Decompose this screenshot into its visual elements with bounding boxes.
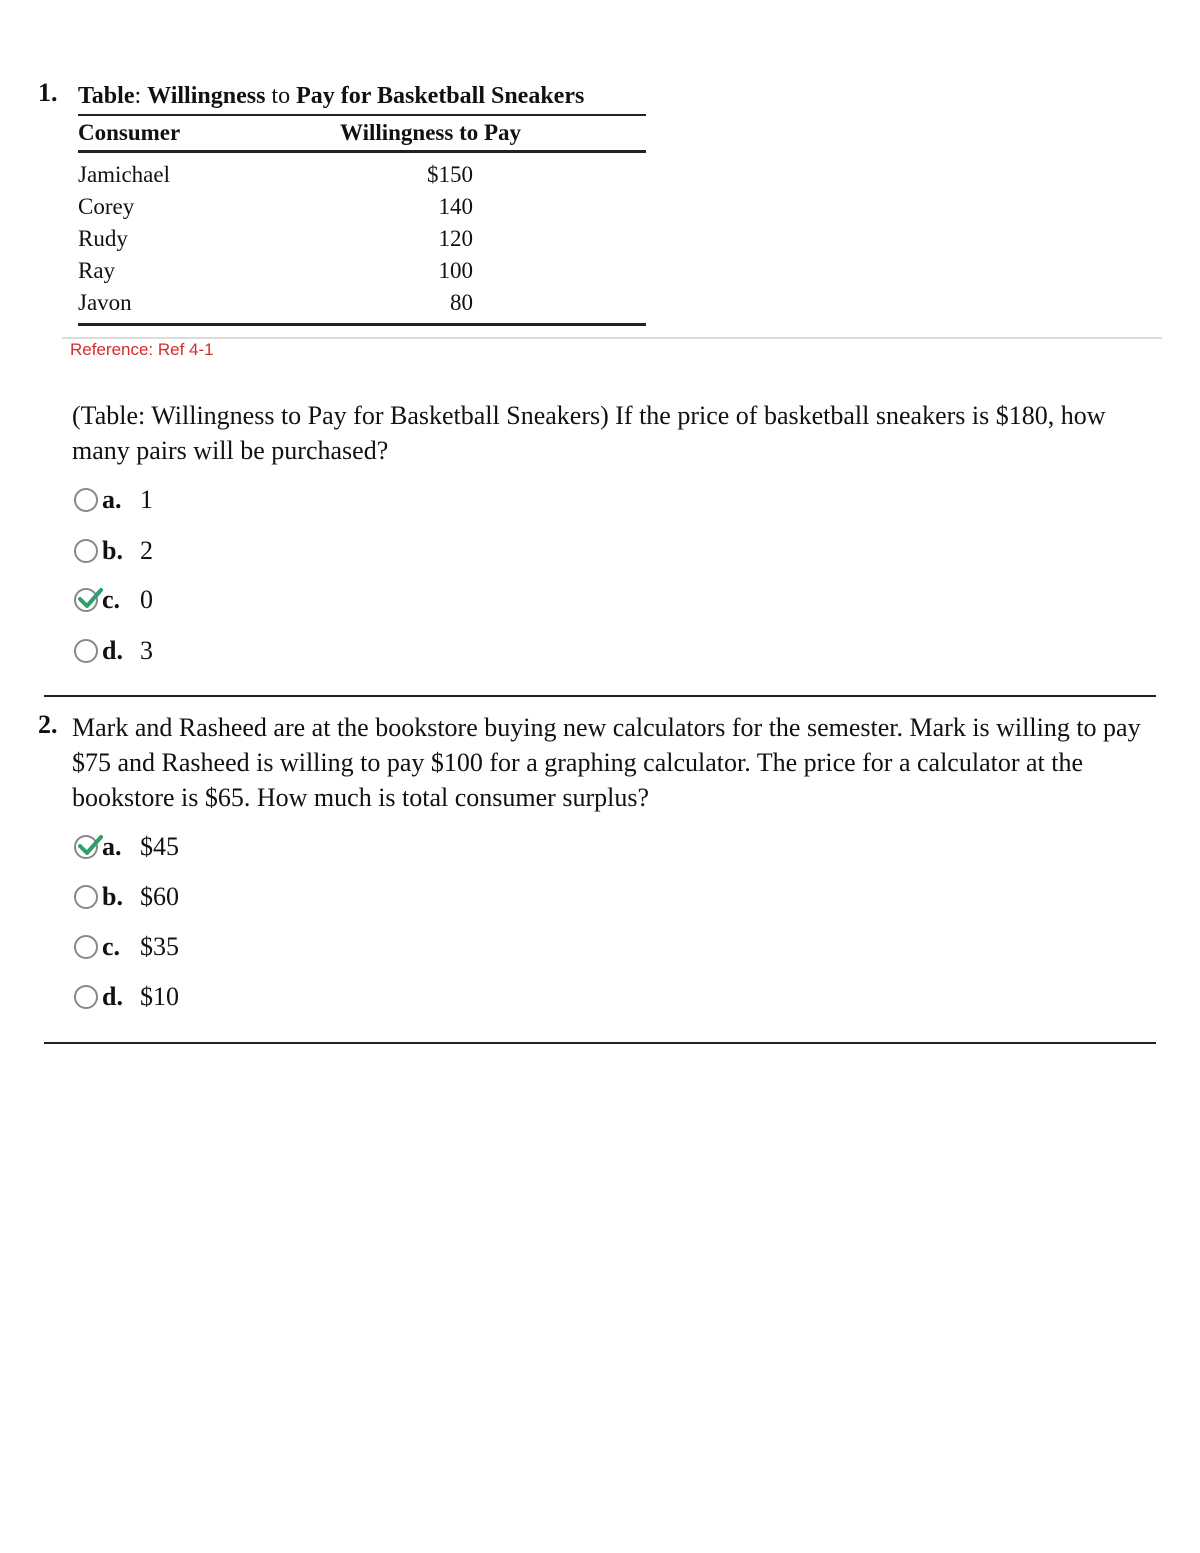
question-2-number: 2. <box>38 710 58 739</box>
row-value: 140 <box>438 194 473 219</box>
radio-button-icon[interactable] <box>74 588 98 612</box>
row-value: 120 <box>438 226 473 251</box>
table-row <box>78 255 646 287</box>
table-row <box>78 287 646 319</box>
option-text: 0 <box>140 585 153 614</box>
option-letter: b. <box>102 536 123 565</box>
radio-button-icon[interactable] <box>74 985 98 1009</box>
check-mark-icon <box>77 833 105 859</box>
option-text: $45 <box>140 832 179 861</box>
row-consumer: Corey <box>78 194 135 219</box>
table-row <box>78 159 646 191</box>
row-value: $150 <box>427 162 473 187</box>
q2-option-d[interactable] <box>74 980 179 1014</box>
wtp-table <box>78 80 646 326</box>
question-divider <box>44 1042 1156 1044</box>
table-title-label: Table <box>78 83 135 109</box>
option-letter: a. <box>102 485 122 514</box>
option-text: $60 <box>140 882 179 911</box>
question-1-number: 1. <box>38 78 58 107</box>
table-header <box>78 116 646 153</box>
check-mark-icon <box>77 586 105 612</box>
reference-divider <box>62 337 1162 339</box>
question-divider <box>44 695 1156 697</box>
option-text: $10 <box>140 982 179 1011</box>
option-letter: d. <box>102 636 123 665</box>
radio-button-icon[interactable] <box>74 488 98 512</box>
option-letter: a. <box>102 832 122 861</box>
q1-option-d[interactable] <box>74 634 153 668</box>
question-1-stem: (Table: Willingness to Pay for Basketball Sneakers) If the price of basketball sneakers is $180, how many pairs will be purchased? <box>72 401 1106 465</box>
row-value: 100 <box>438 258 473 283</box>
row-value: 80 <box>450 290 473 315</box>
table-body <box>78 153 646 326</box>
radio-button-icon[interactable] <box>74 885 98 909</box>
table-row <box>78 191 646 223</box>
row-consumer: Rudy <box>78 226 128 251</box>
row-consumer: Jamichael <box>78 162 170 187</box>
q1-option-a[interactable] <box>74 483 153 517</box>
radio-button-icon[interactable] <box>74 935 98 959</box>
option-text: $35 <box>140 932 179 961</box>
radio-button-icon[interactable] <box>74 639 98 663</box>
q1-option-b[interactable] <box>74 534 153 568</box>
option-letter: c. <box>102 585 121 614</box>
option-letter: b. <box>102 882 123 911</box>
option-text: 1 <box>140 485 153 514</box>
q2-option-a[interactable] <box>74 830 179 864</box>
option-letter: d. <box>102 982 123 1011</box>
reference-label: Reference: Ref 4-1 <box>70 340 214 359</box>
q1-option-c[interactable] <box>74 583 153 617</box>
table-row <box>78 223 646 255</box>
header-consumer: Consumer <box>78 120 181 145</box>
row-consumer: Ray <box>78 258 116 283</box>
radio-button-icon[interactable] <box>74 835 98 859</box>
q2-option-b[interactable] <box>74 880 179 914</box>
option-text: 3 <box>140 636 153 665</box>
option-text: 2 <box>140 536 153 565</box>
question-2-stem: Mark and Rasheed are at the bookstore buying new calculators for the semester. Mark is willing to pay $75 and Rasheed is willing to pay $100 for a graphing calculator. The price for a calculator at the bookstore is $65. How much is total consumer surplus? <box>72 713 1141 812</box>
table-title: Table: Willingness to Pay for Basketball Sneakers <box>78 83 585 109</box>
header-willingness: Willingness to Pay <box>340 120 522 145</box>
option-letter: c. <box>102 932 121 961</box>
q2-option-c[interactable] <box>74 930 179 964</box>
row-consumer: Javon <box>78 290 132 315</box>
radio-button-icon[interactable] <box>74 539 98 563</box>
